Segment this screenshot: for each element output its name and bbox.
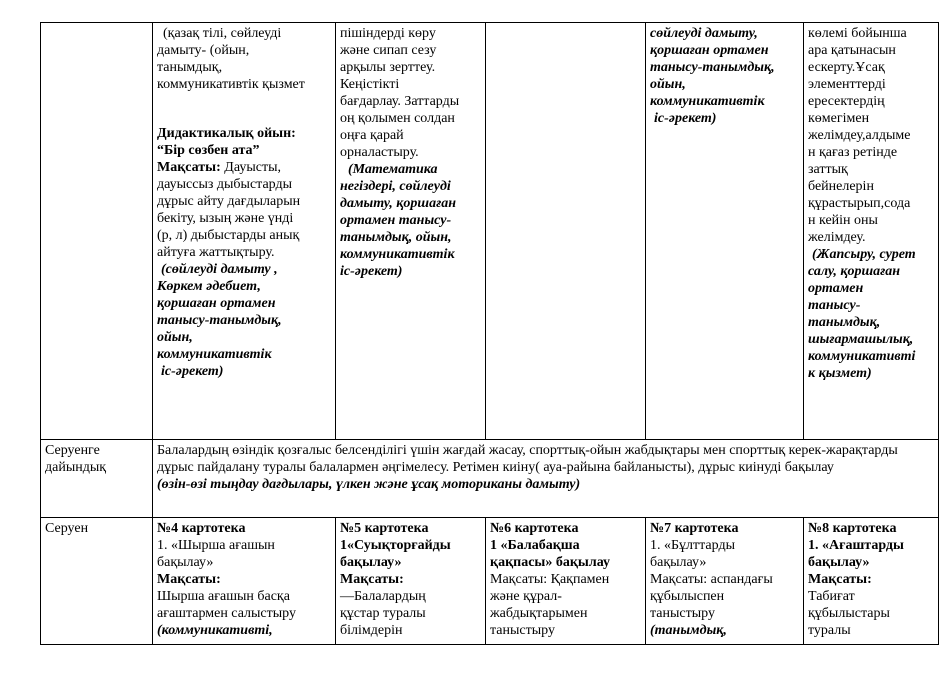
goal-line: (р, л) дыбыстарды анық [157,228,300,243]
col5-line: бейнелерін [808,179,874,194]
goal-line: айтуға жаттықтыру. [157,245,275,260]
col2-line: және сипап сезу [340,43,437,58]
col5-areas-line: к қызмет) [808,366,872,381]
col4-areas-line: қоршаған ортамен [650,43,769,58]
col4-areas-line: іс-әрекет) [654,111,717,126]
col2-line: Кеңістікті [340,77,400,92]
col5-line: желімдеу,алдыме [808,128,911,143]
card-line: қақпасы» бақылау [490,555,610,570]
goal-label: Мақсаты: [157,160,221,175]
card-title: №6 картотека [490,521,579,536]
walk-label-cell [41,518,153,645]
col5-areas-line: салу, қоршаған [808,264,901,279]
col4-areas-line: сөйлеуді дамыту, [650,26,758,41]
col3-cell-empty [486,23,646,440]
walk-label: Серуен [45,521,89,536]
card-line: 1. «Шырша ағашын [157,538,275,553]
game-title: “Бір сөзбен ата” [157,143,260,158]
col4-areas-line: ойын, [650,77,686,92]
prep-content-cell [153,440,939,518]
col2-line: бағдарлау. Заттарды [340,94,460,109]
prep-areas: (өзін-өзі тыңдау дағдылары, үлкен және ұсақ моториканы дамыту) [157,477,581,492]
card-goal-label: Мақсаты: [340,572,404,587]
walk-card-7 [646,518,804,645]
card-goal-line: Табиғат [808,589,855,604]
col5-areas-line: коммуникативті [808,349,916,364]
walk-card-8 [804,518,939,645]
col5-cell [804,23,939,440]
card-goal-line: ағаштармен салыстыру [157,606,296,621]
col5-line: көмегімен [808,111,870,126]
card-line: 1. «Бұлттарды [650,538,735,553]
card-line: бақылау» [157,555,214,570]
col2-areas-line: танымдық, ойын, [340,230,452,245]
plan-table [40,22,939,645]
card-goal-line: білімдерін [340,623,403,638]
card-goal-line: жабдықтарымен [490,606,588,621]
col5-line: заттық [808,162,848,177]
row-label-cell-empty [41,23,153,440]
card-goal-line: таныстыру [650,606,715,621]
card-title: №5 картотека [340,521,429,536]
card-goal-line: құбылыспен [650,589,725,604]
walk-card-5 [336,518,486,645]
col2-areas-line: іс-әрекет) [340,264,403,279]
prep-text: Балалардың өзіндік қозғалыс белсенділігі үшін жағдай жасау, спорттық-ойын жабдықтары мен спорттық керек-жарақтарды дұрыс пайдалану туралы балалармен әңгімелесу. Ретімен киіну( ауа-райына байланысты), дұрыс киінуді бақылау [157,443,898,475]
card-line: 1 «Балабақша [490,538,580,553]
walk-card-6 [486,518,646,645]
card-title: №7 картотека [650,521,739,536]
card-areas: (танымдық, [650,623,727,638]
col5-areas-line: танымдық, [808,315,881,330]
goal-first: Дауысты, [220,160,281,175]
col5-line: ара қатынасын [808,43,896,58]
col4-areas-line: коммуникативтік [650,94,765,109]
prep-row [41,440,939,518]
col5-areas-line: (Жапсыру, сурет [812,247,916,262]
col2-areas-line: ортамен танысу- [340,213,452,228]
prep-label-line: Серуенге [45,443,100,458]
col2-areas-line: дамыту, қоршаған [340,196,457,211]
card-goal-line: және құрал- [490,589,562,604]
col5-line: құрастырып,сода [808,196,911,211]
card-goal-label: Мақсаты: [808,572,872,587]
areas-line: қоршаған ортамен [157,296,276,311]
card-goal-line: —Балалардың [340,589,426,604]
card-goal-line: құстар туралы [340,606,426,621]
card-goal-line: құбылыстары [808,606,890,621]
card-areas: (коммуникативті, [157,623,273,638]
col2-line: оң қолымен солдан [340,111,455,126]
col2-line: пішіндерді көру [340,26,436,41]
col4-cell [646,23,804,440]
areas-line: танысу-танымдық, [157,313,282,328]
card-goal-line: туралы [808,623,851,638]
card-goal-line: таныстыру [490,623,555,638]
card-goal-label: Мақсаты: [157,572,221,587]
col5-line: элементтерді [808,77,886,92]
card-line: 1«Суықторғайды [340,538,451,553]
col5-line: н қағаз ретінде [808,145,898,160]
col5-areas-line: ортамен [808,281,864,296]
col1-intro-line: (қазақ тілі, сөйлеуді [163,26,282,41]
col5-line: н кейін оны [808,213,878,228]
areas-line: Көркем әдебиет, [157,279,261,294]
goal-line: дұрыс айту дағдыларын [157,194,301,209]
prep-label-cell [41,440,153,518]
col5-line: ересектердің [808,94,885,109]
goal-line: бекіту, ызың және үнді [157,211,294,226]
card-line: бақылау» [340,555,402,570]
col2-areas-line: негіздері, сөйлеуді [340,179,451,194]
col2-areas-line: коммуникативтік [340,247,455,262]
spacer [157,93,331,125]
col1-cell [153,23,336,440]
col5-areas-line: танысу- [808,298,861,313]
areas-line: іс-әрекет) [161,364,224,379]
areas-line: (сөйлеуді дамыту , [161,262,278,277]
col2-line: орналастыру. [340,145,419,160]
walk-row [41,518,939,645]
col2-cell [336,23,486,440]
card-goal-line: Мақсаты: Қақпамен [490,572,610,587]
prep-label-line: дайындық [45,460,107,475]
col5-line: ескерту.Ұсақ [808,60,885,75]
col2-line: оңға қарай [340,128,404,143]
areas-line: ойын, [157,330,193,345]
col2-areas-line: (Математика [348,162,438,177]
card-goal-line: Шырша ағашын басқа [157,589,290,604]
areas-line: коммуникативтік [157,347,272,362]
col5-line: желімдеу. [808,230,866,245]
col4-areas-line: танысу-танымдық, [650,60,775,75]
card-line: бақылау» [808,555,870,570]
col5-areas-line: шығармашылық, [808,332,914,347]
col2-line: арқылы зерттеу. [340,60,436,75]
card-title: №4 картотека [157,521,246,536]
walk-card-4 [153,518,336,645]
col1-intro-line: дамыту- (ойын, [157,43,250,58]
card-line: 1. «Ағаштарды [808,538,904,553]
card-title: №8 картотека [808,521,897,536]
col1-intro-line: танымдық, [157,60,223,75]
game-label: Дидактикалық ойын: [157,126,296,141]
goal-line: дауыссыз дыбыстарды [157,177,293,192]
activities-row [41,23,939,440]
card-line: бақылау» [650,555,707,570]
col1-intro-line: коммуникативтік қызмет [157,77,305,92]
col5-line: көлемі бойынша [808,26,907,41]
card-goal-line: Мақсаты: аспандағы [650,572,773,587]
